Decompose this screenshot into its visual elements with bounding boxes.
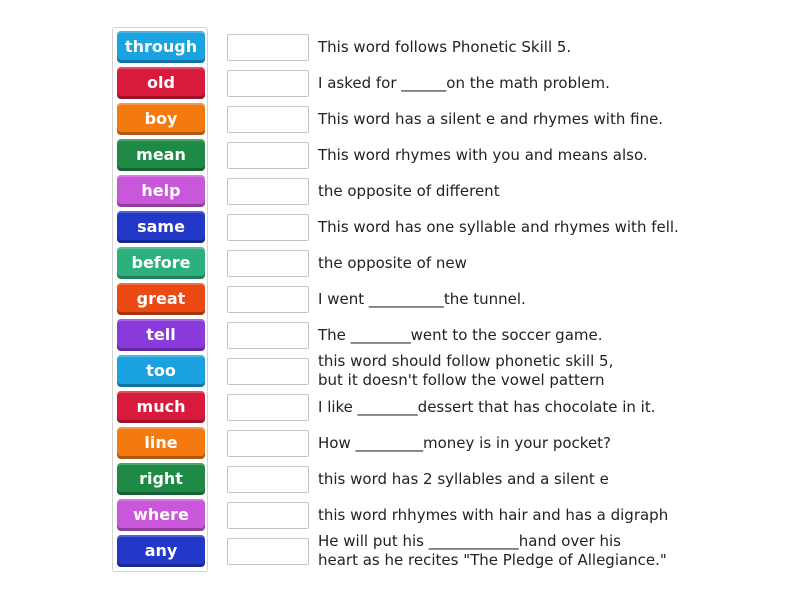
clue-line: this word should follow phonetic skill 5, bbox=[318, 352, 614, 370]
clue-line: I went __________the tunnel. bbox=[318, 289, 526, 308]
answer-slot[interactable] bbox=[227, 286, 309, 313]
clue-text bbox=[318, 470, 758, 489]
answer-slot[interactable] bbox=[227, 214, 309, 241]
clue-line: this word rhhymes with hair and has a digraph bbox=[318, 505, 669, 524]
word-tile-boy[interactable]: boy bbox=[117, 103, 205, 135]
answer-slot[interactable] bbox=[227, 322, 309, 349]
clue-line: He will put his ____________hand over his bbox=[318, 532, 621, 550]
clue-line: I asked for ______on the math problem. bbox=[318, 73, 610, 92]
clue-line: this word has 2 syllables and a silent e bbox=[318, 469, 609, 488]
word-tile-great[interactable]: great bbox=[117, 283, 205, 315]
word-tile-through[interactable]: through bbox=[117, 31, 205, 63]
clue-line: How _________money is in your pocket? bbox=[318, 433, 612, 452]
word-tile-mean[interactable]: mean bbox=[117, 139, 205, 171]
clue-text bbox=[318, 398, 758, 417]
word-tile-much[interactable]: much bbox=[117, 391, 205, 423]
clue-text bbox=[318, 434, 758, 453]
answer-slot[interactable] bbox=[227, 178, 309, 205]
clue-line: heart as he recites "The Pledge of Allegiance." bbox=[318, 551, 667, 569]
clue-text bbox=[318, 532, 758, 570]
word-tile-any[interactable]: any bbox=[117, 535, 205, 567]
clue-text bbox=[318, 352, 758, 390]
answer-slot[interactable] bbox=[227, 394, 309, 421]
clue-line: the opposite of new bbox=[318, 253, 467, 272]
answer-slot[interactable] bbox=[227, 250, 309, 277]
answer-slot[interactable] bbox=[227, 430, 309, 457]
clue-line: This word follows Phonetic Skill 5. bbox=[318, 37, 572, 56]
word-tile-old[interactable]: old bbox=[117, 67, 205, 99]
clue-line: This word has a silent e and rhymes with fine. bbox=[318, 109, 664, 128]
clue-line: This word has one syllable and rhymes with fell. bbox=[318, 217, 679, 236]
clue-line: the opposite of different bbox=[318, 181, 500, 200]
answer-slot[interactable] bbox=[227, 502, 309, 529]
word-tile-tell[interactable]: tell bbox=[117, 319, 205, 351]
answer-slot[interactable] bbox=[227, 142, 309, 169]
answer-slot[interactable] bbox=[227, 538, 309, 565]
clue-text bbox=[318, 146, 758, 165]
clue-line: This word rhymes with you and means also. bbox=[318, 145, 648, 164]
clue-text bbox=[318, 254, 758, 273]
clue-text bbox=[318, 218, 758, 237]
clue-line: The ________went to the soccer game. bbox=[318, 325, 603, 344]
answer-slot[interactable] bbox=[227, 106, 309, 133]
word-tile-help[interactable]: help bbox=[117, 175, 205, 207]
word-tile-right[interactable]: right bbox=[117, 463, 205, 495]
clue-text bbox=[318, 38, 758, 57]
answer-slot[interactable] bbox=[227, 70, 309, 97]
clue-text bbox=[318, 326, 758, 345]
word-tile-before[interactable]: before bbox=[117, 247, 205, 279]
word-tile-same[interactable]: same bbox=[117, 211, 205, 243]
clue-text bbox=[318, 74, 758, 93]
answer-slot[interactable] bbox=[227, 466, 309, 493]
clue-text bbox=[318, 506, 758, 525]
answer-slot[interactable] bbox=[227, 358, 309, 385]
word-tile-too[interactable]: too bbox=[117, 355, 205, 387]
clue-line: I like ________dessert that has chocolate in it. bbox=[318, 397, 656, 416]
answer-slot[interactable] bbox=[227, 34, 309, 61]
word-tile-line[interactable]: line bbox=[117, 427, 205, 459]
clue-line: but it doesn't follow the vowel pattern bbox=[318, 371, 605, 389]
word-tile-where[interactable]: where bbox=[117, 499, 205, 531]
clue-text bbox=[318, 182, 758, 201]
clue-text bbox=[318, 110, 758, 129]
clue-text bbox=[318, 290, 758, 309]
